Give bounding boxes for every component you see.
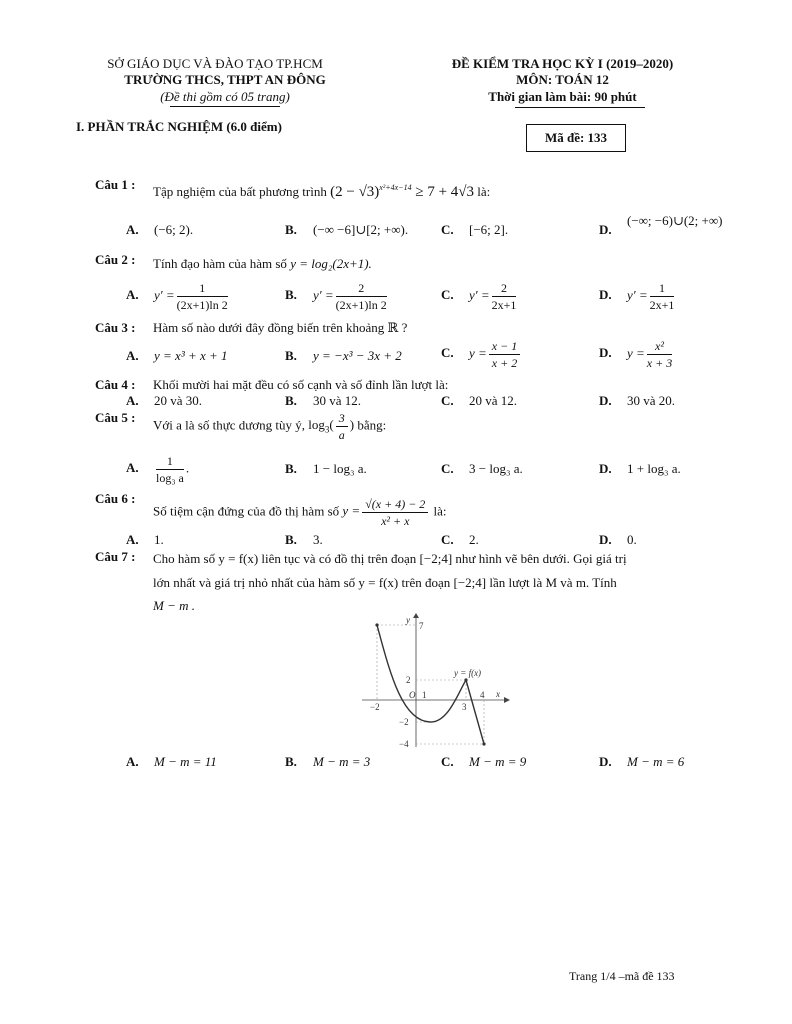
tick-x-4: 4	[480, 690, 485, 700]
point-end	[482, 742, 485, 745]
y-axis-label: y	[406, 615, 410, 625]
q2-option-d[interactable]: D. y′ = $\frac{1}{2x+1}$	[599, 281, 675, 312]
x-axis-arrow	[504, 697, 510, 703]
q3-option-c[interactable]: C. y = $\frac{x - 1}{x + 2}$	[441, 338, 522, 371]
q6-option-b[interactable]: B. 3.	[285, 532, 323, 547]
q3-option-a[interactable]: A. y = x³ + x + 1	[126, 348, 228, 363]
q5-option-d[interactable]: D. 1 + log₃ a.	[599, 461, 681, 476]
q6-text: Số tiệm cận đứng của đồ thị hàm số y = $\frac{√(x + 4) - 2}{\text{x² + x}}$ là:	[153, 497, 447, 528]
exam-title: ĐỀ KIỂM TRA HỌC KỲ I (2019–2020)	[451, 56, 674, 71]
q6-option-d[interactable]: D. 0.	[599, 532, 637, 547]
q6-label: Câu 6 :	[95, 491, 136, 506]
q3-option-b[interactable]: B. y = −x³ − 3x + 2	[285, 348, 402, 363]
curve-label: y = f(x)	[454, 668, 482, 678]
x-axis-label: x	[496, 689, 500, 699]
q1-option-b[interactable]: B. (−∞ −6]∪[2; +∞).	[285, 222, 409, 237]
q2-option-a[interactable]: A. y′ = $\frac{1}{(2x+1)\ln 2}$	[126, 281, 228, 312]
q2-label: Câu 2 :	[95, 252, 136, 267]
q7-option-b[interactable]: B. M − m = 3	[285, 754, 371, 769]
q5-option-b[interactable]: B. 1 − log₃ a.	[285, 461, 367, 476]
q7-label: Câu 7 :	[95, 549, 136, 564]
function-curve	[377, 625, 484, 744]
tick-x-3: 3	[462, 702, 467, 712]
q3-label: Câu 3 :	[95, 320, 136, 335]
q3-option-d[interactable]: D. y = $\frac{\text{x²}}{x + 3}$	[599, 339, 673, 370]
q4-option-c[interactable]: C. 20 và 12.	[441, 393, 518, 408]
section-title: I. PHẦN TRẮC NGHIỆM (6.0 điểm)	[76, 119, 282, 134]
q1-text: Tập nghiệm của bất phương trình $(2 - √3)^{x^2+4x-14} \ge 7 + 4√3$ là:	[153, 183, 491, 200]
q5-option-c[interactable]: C. 3 − log₃ a.	[441, 461, 523, 476]
exam-code-box: Mã đề: 133	[526, 124, 626, 152]
q7-line3: M − m .	[153, 598, 195, 613]
page-footer: Trang 1/4 –mã đề 133	[569, 969, 675, 983]
q3-text: Hàm số nào dưới đây đồng biến trên khoảng ℝ ?	[153, 320, 408, 335]
q5-formula: $\log_3$( $\frac{3}{a}$ )	[308, 411, 355, 442]
q2-option-c[interactable]: C. y′ = $\frac{2}{2x+1}$	[441, 281, 517, 312]
header-underline-right	[515, 107, 645, 108]
dept-name: SỞ GIÁO DỤC VÀ ĐÀO TẠO TP.HCM	[107, 56, 323, 71]
y-axis-arrow	[413, 613, 419, 618]
q1-option-a[interactable]: A. (−6; 2).	[126, 222, 194, 237]
origin-label: O	[409, 690, 416, 700]
pages-note: (Đề thi gồm có 05 trang)	[160, 89, 290, 104]
q2-option-b[interactable]: B. y′ = $\frac{2}{(2x+1)\ln 2}$	[285, 281, 387, 312]
q7-option-c[interactable]: C. M − m = 9	[441, 754, 527, 769]
q1-option-d[interactable]: D.(−∞; −6)∪(2; +∞)	[599, 213, 723, 237]
tick-x-1: 1	[422, 690, 427, 700]
q7-line2: lớn nhất và giá trị nhỏ nhất của hàm số y = f(x) trên đoạn [−2;4] lần lượt là M và m. Tính	[153, 575, 617, 590]
point-start	[375, 623, 378, 626]
tick-x-m2: −2	[370, 702, 380, 712]
tick-y-2: 2	[406, 675, 411, 685]
school-name: TRƯỜNG THCS, THPT AN ĐÔNG	[124, 72, 326, 87]
tick-y-7: 7	[419, 621, 424, 631]
q6-option-a[interactable]: A. 1.	[126, 532, 164, 547]
q6-formula: y = $\frac{√(x + 4) - 2}{\text{x² + x}}$	[342, 503, 430, 518]
q1-formula: $(2 - √3)^{x^2+4x-14} \ge 7 + 4√3$	[330, 183, 475, 200]
q5-text: Với a là số thực dương tùy ý, $\log_3$( $\frac{3}{a}$ ) bằng:	[153, 411, 387, 442]
q4-option-a[interactable]: A. 20 và 30.	[126, 393, 203, 408]
q4-option-b[interactable]: B. 30 và 12.	[285, 393, 362, 408]
function-graph	[362, 613, 510, 750]
q4-option-d[interactable]: D. 30 và 20.	[599, 393, 676, 408]
q7-option-d[interactable]: D. M − m = 6	[599, 754, 685, 769]
q5-option-a[interactable]: A. $\frac{1}{\text{log₃ a}}$ .	[126, 454, 190, 485]
duration: Thời gian làm bài: 90 phút	[488, 89, 637, 104]
point-peak	[464, 678, 467, 681]
q7-line1: Cho hàm số y = f(x) liên tục và có đồ thị trên đoạn [−2;4] như hình vẽ bên dưới. Gọi giá trị	[153, 551, 627, 566]
q4-text: Khối mười hai mặt đều có số cạnh và số đỉnh lần lượt là:	[153, 377, 449, 392]
q6-option-c[interactable]: C. 2.	[441, 532, 479, 547]
q5-label: Câu 5 :	[95, 410, 136, 425]
q7-option-a[interactable]: A. M − m = 11	[126, 754, 217, 769]
q1-option-c[interactable]: C. [−6; 2].	[441, 222, 509, 237]
tick-y-m2: −2	[399, 717, 409, 727]
q1-label: Câu 1 :	[95, 177, 136, 192]
tick-y-m4: −4	[399, 739, 409, 749]
header-underline-left	[170, 106, 280, 107]
q4-label: Câu 4 :	[95, 377, 136, 392]
subject: MÔN: TOÁN 12	[516, 72, 609, 87]
q2-text: Tính đạo hàm của hàm số y = log₂(2x+1).	[153, 256, 372, 271]
